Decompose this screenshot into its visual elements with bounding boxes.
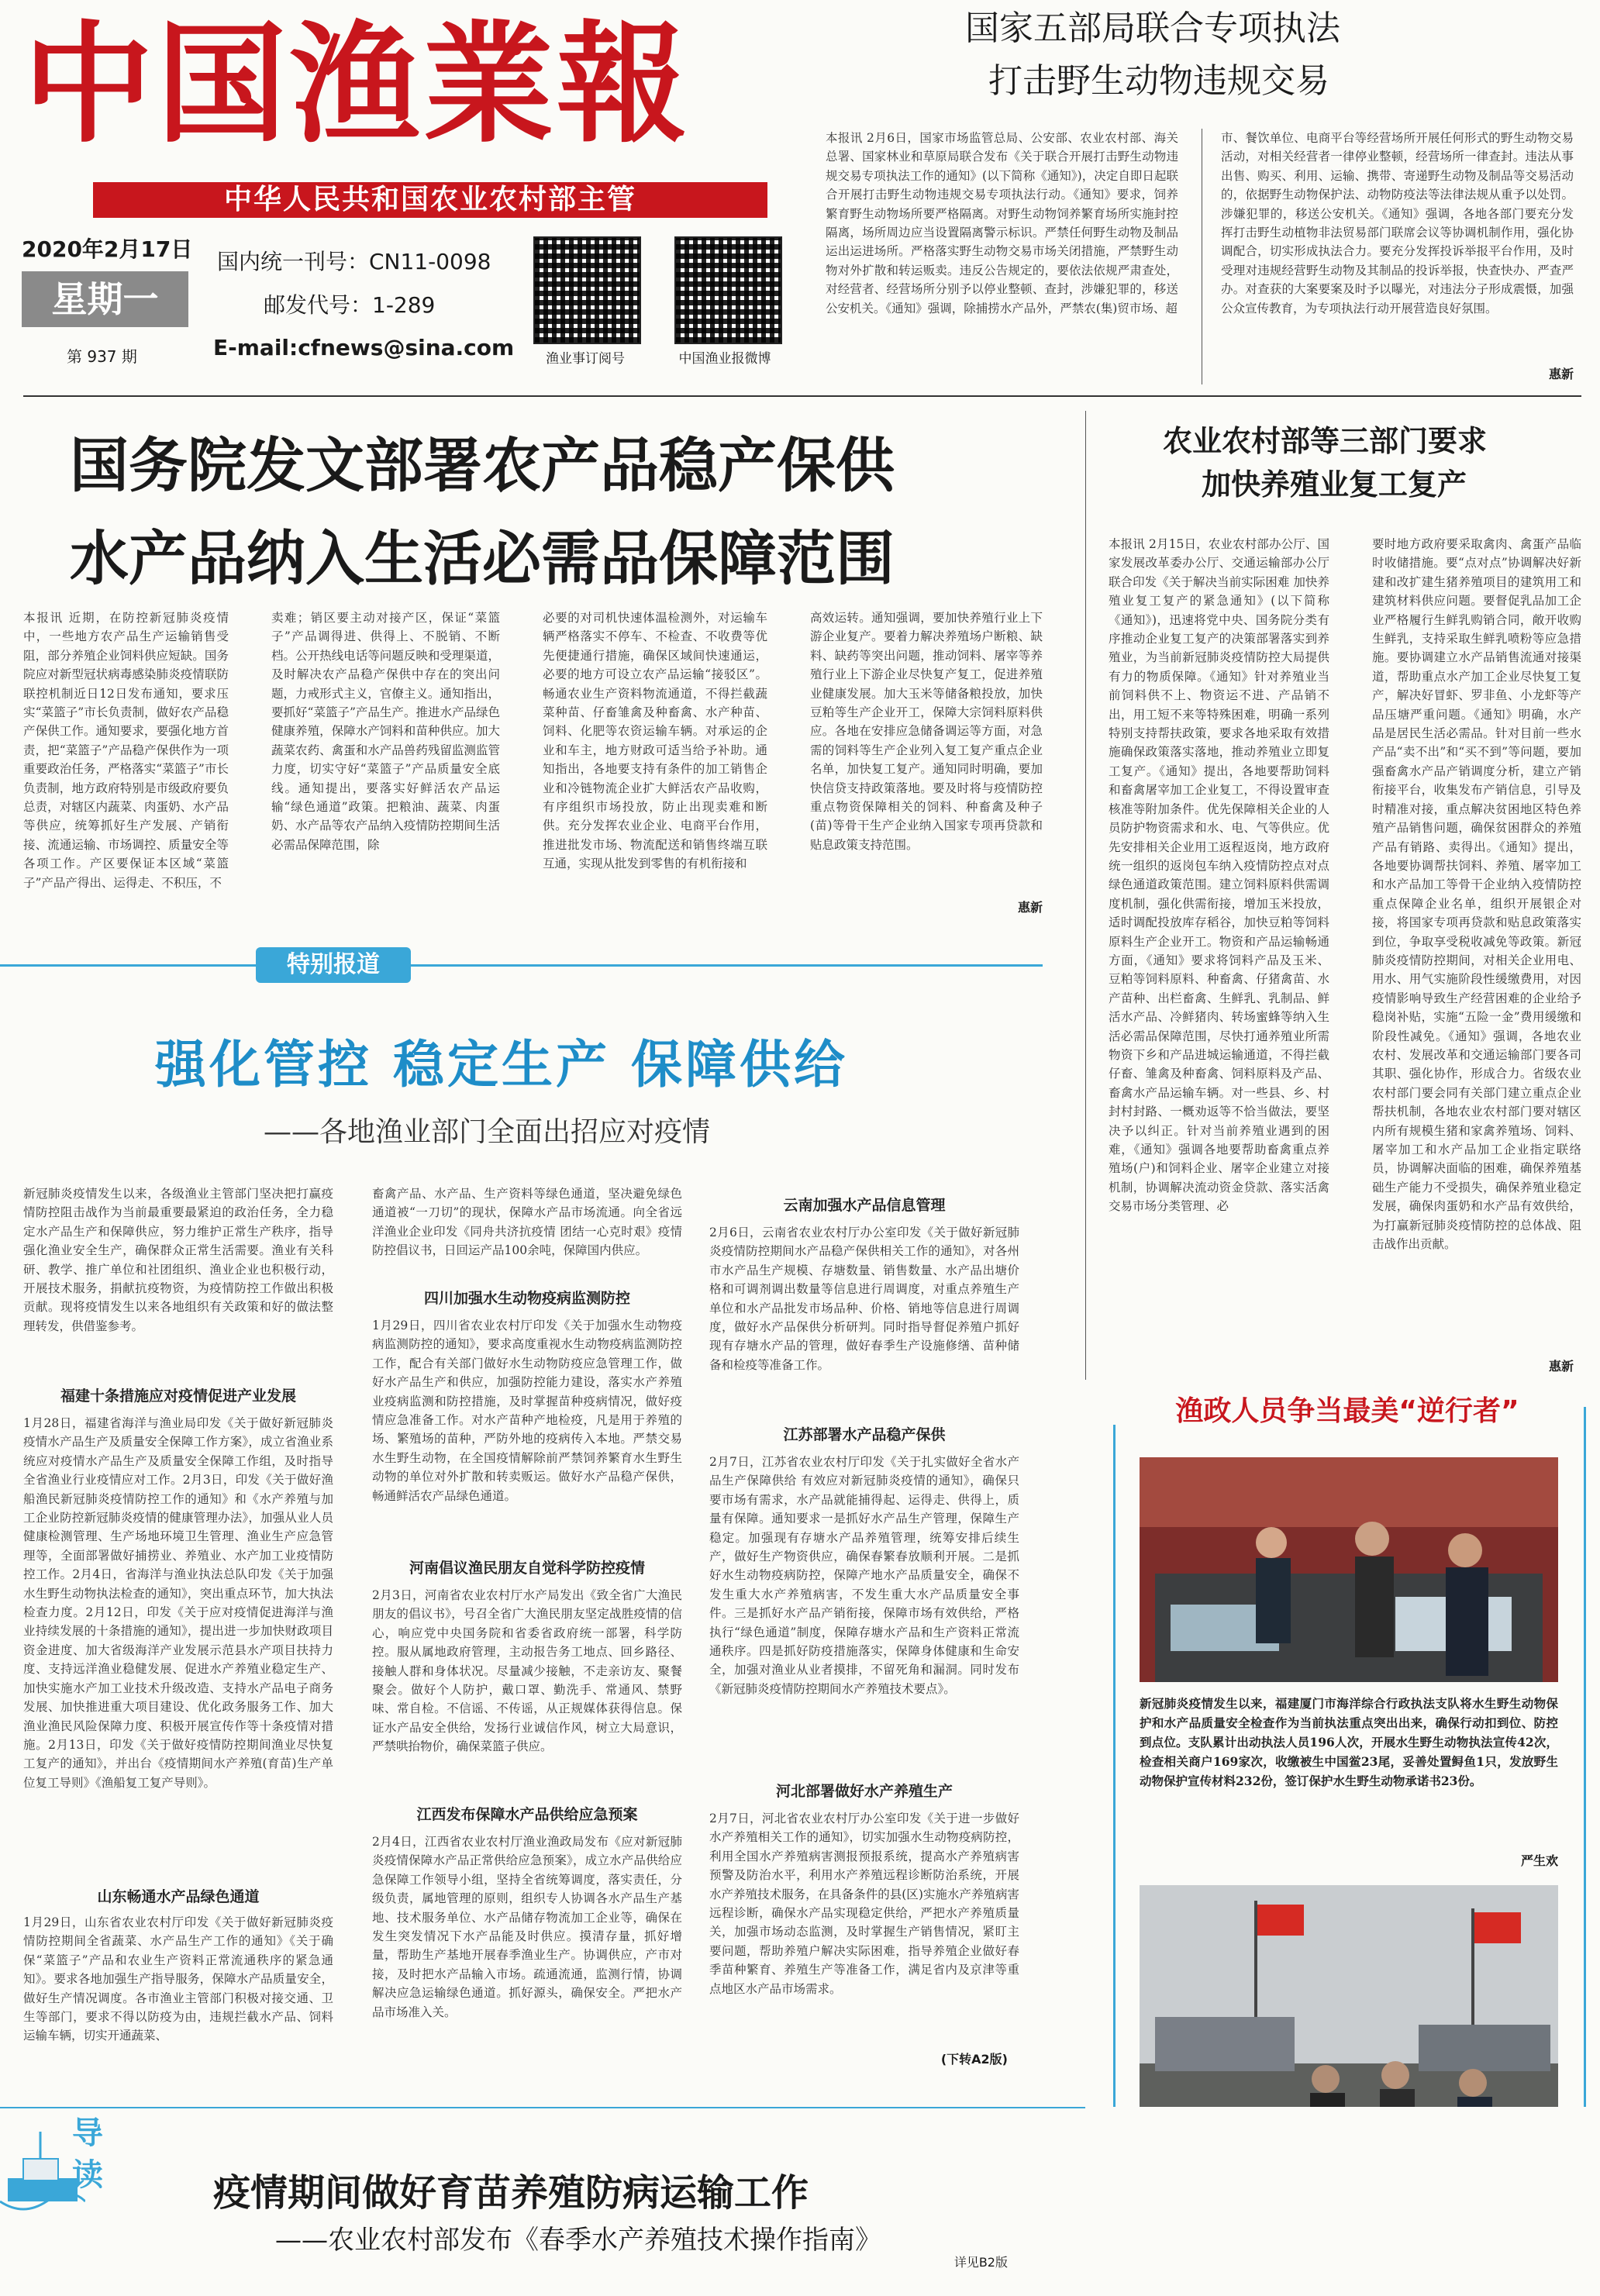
article-body: 2月7日，江苏省农业农村厅印发《关于扎实做好全省水产品生产保障供给 有效应对新冠肺炎疫情的通知》，确保只要市场有需求，水产品就能捕得起、运得走、供得上，质量有保障。通知要求一是抓好水产品生产管理，保障生产稳定。加强现有存塘水产品养殖管理，统筹安排后续生产，做好生产物资供应，确保春繁春放顺利开展。二是抓好水生动物疫病防控，保障产地水产品质量安全，确保不发生重大水产养殖病害，不发生重大水产品质量安全事件。三是抓好水产品产销衔接，保障市场有效供给，严格执行“绿色通道”制度，保障存塘水产品和生产资料正常流通秩序。四是抓好防疫措施落实，保障身体健康和生命安全，加强对渔业从业者摸排，不留死角和漏洞。同时发布《新冠肺炎疫情防控期间水产养殖技术要点》。 (709, 1455, 1019, 1696)
market-inspection-image (1140, 1457, 1558, 1682)
headline: 农业农村部等三部门要求 (1163, 423, 1488, 458)
article-body: 2月6日，云南省农业农村厅办公室印发《关于做好新冠肺炎疫情防控期间水产品稳产保供相关工作的通知》，对各州市水产品生产规模、存塘数量、销售数量、水产品出塘价格和可调剂调出数量等信息进行周调度，对重点养殖生产单位和水产品批发市场品种、价格、销地等信息进行周调度，做好水产品保供分析研判。同时指导督促养殖户抓好现有存塘水产品的管理，做好春季生产设施修缮、苗种储备和检疫等准备工作。 (709, 1226, 1019, 1372)
subheading: 河南倡议渔民朋友自觉科学防控疫情 (409, 1560, 645, 1577)
photo-byline: 严生欢 (1520, 1853, 1558, 1868)
cn-code: 国内统一刊号：CN11-0098 (217, 249, 491, 274)
continued-note[interactable]: (下转A2版) (940, 2052, 1008, 2067)
special-report-subtitle: ——各地渔业部门全面出招应对疫情 (264, 1116, 711, 1148)
article-body: 市、餐饮单位、电商平台等经营场所开展任何形式的野生动物交易活动，对相关经营者一律停业整顿，经营场所一律查封。违法从事出售、购买、利用、运输、携带、寄递野生动物及制品等交易活动的，依据野生动物保护法、动物防疫法等法律法规从重予以处罚。涉嫌犯罪的，移送公安机关。《通知》强调，各地各部门要充分发挥打击野生动植物非法贸易部门联席会议等协调机制作用，强化协调配合，切实形成执法合力。要充分发挥投诉举报平台作用，及时受理对违规经营野生动物及其制品的投诉举报，快查快办、严查严办。对查获的大案要案及时予以曝光，对违法分子形成震慑，加强公众宣传教育，为专项执法行动开展营造良好氛围。 (1221, 131, 1574, 315)
article-body: 1月29日，四川省农业农村厅印发《关于加强水生动物疫病监测防控的通知》，要求高度重视水生动物疫病监测防控工作，配合有关部门做好水生动物防疫应急管理工作，做好水产品生产和供应，加强防控能力建设，落实水产养殖业疫病监测和防控措施，及时掌握苗种疫病情况，做好疫情应急准备工作。对水产苗种产地检疫，凡是用于养殖的场、繁殖场的苗种，严防外地的疫病传入本地。严禁交易水生野生动物，在全国疫情解除前严禁饲养繁育水生野生动物的单位对外扩散和转卖贩运。做好水产品稳产保供，畅通鲜活农产品绿色通道。 (372, 1319, 682, 1503)
special-report-tag: 特别报道 (256, 947, 411, 983)
qr-caption-weibo: 中国渔业报微博 (678, 351, 771, 367)
headline: 打击野生动物违规交易 (988, 61, 1329, 101)
subheading: 江苏部署水产品稳产保供 (783, 1426, 946, 1443)
byline: 惠新 (1548, 367, 1574, 381)
guide-tag: 导读 (72, 2115, 103, 2193)
headline: 加快养殖业复工复产 (1202, 467, 1467, 502)
issue-date: 2020年2月17日 (22, 236, 193, 262)
article-body: 本报讯 近期，在防控新冠肺炎疫情中，一些地方农产品生产运输销售受阻，部分养殖企业饲料供应短缺。国务院应对新型冠状病毒感染肺炎疫情联防联控机制近日12日发布通知，要求压实“菜篮子”市长负责制，做好农产品稳产保供工作。通知要求，要强化地方首责，把“菜篮子”产品稳产保供作为一项重要政治任务，严格落实“菜篮子”市长负责制，地方政府特别是市级政府要负总责，对辖区内蔬菜、肉蛋奶、水产品等供应，统筹抓好生产发展、产销衔接、流通运输、市场调控、质量安全等各项工作。产区要保证本区域“菜篮子”产品产得出、运得走、不积压，不 (23, 611, 229, 890)
article-body: 2月3日，河南省农业农村厅水产局发出《致全省广大渔民朋友的倡议书》，号召全省广大渔民朋友坚定战胜疫情的信心，响应党中央国务院和省委省政府统一部署，科学防控。服从属地政府管理，主动报告务工地点、回乡路径、接触人群和身体状况。尽量减少接触，不走亲访友、聚餐聚会。做好个人防护，戴口罩、勤洗手、常通风、禁野味、常自检。不信谣、不传谣，从正规媒体获得信息。保证水产品安全供给，发扬行业诚信作风，树立大局意识，严禁哄抬物价，确保菜篮子供应。 (372, 1588, 682, 1754)
subheading: 河北部署做好水产养殖生产 (775, 1783, 953, 1800)
newspaper-logo: 中国渔業報 (23, 7, 690, 160)
postal-code: 邮发代号：1-289 (264, 292, 436, 318)
subheading: 福建十条措施应对疫情促进产业发展 (60, 1388, 296, 1405)
headline: 国家五部局联合专项执法 (965, 9, 1340, 48)
article-body: 高效运转。通知强调，要加快养殖行业上下游企业复产。要着力解决养殖场户断粮、缺料、缺药等突出问题，推动饲料、屠宰等养殖行业上下游企业尽快复产复工，促进养殖业健康发展。加大玉米等储备粮投放，加快豆粕等生产企业开工，保障大宗饲料原料供应。各地在安排应急储备调运等方面，对急需的饲料等生产企业列入复工复产重点企业名单，加快复工复产。通知同时明确，要加快信贷支持政策落地。要及时将与疫情防控重点物资保障相关的饲料、种畜禽及种子(苗)等骨干生产企业纳入国家专项再贷款和贴息政策支持范围。 (810, 611, 1043, 852)
inspection-photo (1140, 1457, 1558, 1682)
article-body: 1月29日，山东省农业农村厅印发《关于做好新冠肺炎疫情防控期间全省蔬菜、水产品生产工作的通知》《关于确保“菜篮子”产品和农业生产资料正常流通秩序的紧急通知》。要求各地加强生产指导服务，保障水产品质量安全，做好生产情况调度。各市渔业主管部门积极对接交通、卫生等部门，要求不得以防疫为由，违规拦截水产品、饲料运输车辆，切实开通蔬菜、 (23, 1915, 333, 2043)
article-body: 1月28日，福建省海洋与渔业局印发《关于做好新冠肺炎疫情水产品生产及质量安全保障工作方案》，成立省渔业系统应对疫情水产品生产及质量安全保障工作组，及时指导全省渔业行业疫情应对工作。2月3日，印发《关于做好渔船渔民新冠肺炎疫情防控工作的通知》和《水产养殖与加工企业防控新冠肺炎疫情的健康管理办法》，加强从业人员健康检测管理、生产场地环境卫生管理、渔业生产应急管理等，全面部署做好捕捞业、养殖业、水产加工业疫情防控工作。2月4日，省海洋与渔业执法总队印发《关于加强水生野生动物执法检查的通知》，突出重点环节，加大执法检查力度。2月12日，印发《关于应对疫情促进海洋与渔业持续发展的十条措施的通知》，提出进一步加快财政项目资金进度、加大省级海洋产业发展示范县水产项目扶持力度、支持远洋渔业稳健发展、促进水产养殖业稳定生产、加快实施水产加工业技术升级改造、支持水产品电子商务发展、加快推进重大项目建设、优化政务服务工作、加大渔业渔民风险保障力度、积极开展宣传作等十条疫情对措施。2月13日，印发《关于做好疫情防控期间渔业尽快复工复产的通知》，并出台《疫情期间水产养殖(育苗)生产单位复工导则》《渔船复工复产导则》。 (23, 1416, 333, 1790)
article-body: 畜禽产品、水产品、生产资料等绿色通道，坚决避免绿色通道被“一刀切”的现状，保障水产品市场流通。向全省远洋渔业企业印发《同舟共济抗疫情 团结一心克时艰》疫情防控倡议书，日回运产品100余吨，保障国内供应。 (372, 1187, 682, 1258)
byline: 惠新 (1548, 1359, 1574, 1374)
qr-caption-subscribe: 渔业事订阅号 (546, 351, 625, 367)
email-address[interactable]: E-mail:cfnews@sina.com (213, 335, 515, 360)
qr-code-icon[interactable] (533, 236, 641, 344)
subheading: 江西发布保障水产品供给应急预案 (416, 1806, 638, 1823)
guide-subtitle: ——农业农村部发布《春季水产养殖技术操作指南》 (275, 2225, 881, 2256)
guide-rule (0, 2107, 1085, 2108)
article-body: 要时地方政府要采取禽肉、禽蛋产品临时收储措施。要“点对点”协调解决好新建和改扩建生猪养殖项目的建筑用工和建筑材料供应问题。要督促乳品加工企业严格履行生鲜乳购销合同，敞开收购生鲜乳，支持采取生鲜乳喷粉等应急措施。要协调建立水产品销售流通对接渠道，帮助重点水产加工企业尽快复工复产，解决好冒虾、罗非鱼、小龙虾等产品压塘严重问题。《通知》明确，水产品是居民生活必需品。针对目前一些水产品“卖不出”和“买不到”等问题，要加强畜禽水产品产销调度分析，建立产销衔接平台，收集发布产销信息，引导及时精准对接，重点解决贫困地区特色养殖产品销售问题，确保贫困群众的养殖产品有销路、卖得出。《通知》提出，各地要协调帮扶饲料、养殖、屠宰加工和水产品加工等骨干企业纳入疫情防控重点保障企业名单，组织开展银企对接，将国家专项再贷款和贴息政策落实到位，争取享受税收减免等政策。新冠肺炎疫情防控期间，对相关企业用电、用水、用气实施阶段性缓缴费用，对因疫情影响导致生产经营困难的企业给予稳岗补贴，实施“五险一金”费用缓缴和阶段性减免。《通知》强调，各地农业农村、发展改革和交通运输部门要各司其职、强化协作，形成合力。省级农业农村部门要会同有关部门建立重点企业帮扶机制，各地农业农村部门要对辖区内所有规模生猪和家禽养殖场、饲料、屠宰加工和水产品加工企业指定联络员，协调解决面临的困难，确保养殖基础生产能力不受损失，确保养殖业稳定发展，确保肉蛋奶和水产品有效供给，为打赢新冠肺炎疫情防控的总体战、阻击战作出贡献。 (1372, 537, 1581, 1252)
guide-headline[interactable]: 疫情期间做好育苗养殖防病运输工作 (213, 2171, 809, 2215)
subheading: 云南加强水产品信息管理 (783, 1197, 946, 1214)
article-body: 本报讯 2月15日，农业农村部办公厅、国家发展改革委办公厅、交通运输部办公厅联合印发《关于解决当前实际困难 加快养殖业复工复产的紧急通知》(以下简称《通知》)，迅速将党中央、国务院分类有序推动企业复工复产的决策部署落实到养殖业，为当前新冠肺炎疫情防控大局提供有力的物质保障。《通知》针对养殖业当前饲料供不上、物资运不进、产品销不出，用工短不来等特殊困难，明确一系列特别支持帮扶政策，要求各地采取有效措施确保政策落实落地，推动养殖业立即复工复产。《通知》提出，各地要帮助饲料和畜禽屠宰加工企业复工，不得设置审查核准等附加条件。优先保障相关企业的人员防护物资需求和水、电、气等供应。优先安排相关企业用工返程返岗，地方政府统一组织的返岗包车纳入疫情防控点对点绿色通道政策范围。建立饲料原料供需调度机制，强化供需衔接，增加玉米投放，适时调配投放库存稻谷，加快豆粕等饲料原料生产企业开工。物资和产品运输畅通方面，《通知》要求将饲料产品及玉米、豆粕等饲料原料、种畜禽、仔猪禽苗、水产苗种、出栏畜禽、生鲜乳、乳制品、鲜活水产品、冷鲜猪肉、转场蜜蜂等纳入生活必需品保障范围，尽快打通养殖业所需物资下乡和产品进城运输通道，不得拦截仔畜、雏禽及种畜禽、饲料原料及产品、畜禽水产品运输车辆。对一些县、乡、村封村封路、一概劝返等不恰当做法，要坚决予以纠正。针对当前养殖业遇到的困难，《通知》强调各地要帮助畜禽重点养殖场(户)和饲料企业、屠宰企业建立对接机制，协调解决流动资金贷款、落实活禽交易市场分类管理、必 (1109, 537, 1329, 1214)
sponsor-banner: 中华人民共和国农业农村部主管 (93, 182, 767, 218)
byline: 惠新 (1017, 900, 1043, 915)
article-body: 必要的对司机快速体温检测外，对运输车辆严格落实不停车、不检查、不收费等优先便捷通行措施，确保区域间快速通运，必要的地方可设立农产品运输“接驳区”。畅通农业生产资料物流通道，不得拦截蔬菜种苗、仔畜雏禽及种畜禽、水产种苗、饲料、化肥等农资运输车辆。对承运的企业和车主，地方财政可适当给予补助。通知指出，各地要支持有条件的加工销售企业和冷链物流企业扩大鲜活农产品收购，有序组织市场投放，防止出现卖难和断供。充分发挥农业企业、电商平台作用，推进批发市场、物流配送和销售终端互联互通，实现从批发到零售的有机衔接和 (543, 611, 767, 871)
section-divider (23, 395, 1581, 397)
weekday-badge: 星期一 (22, 271, 188, 327)
subheading: 山东畅通水产品绿色通道 (97, 1888, 260, 1905)
article-body: 卖难；销区要主动对接产区，保证“菜篮子”产品调得进、供得上、不脱销、不断档。公开热线电话等问题反映和受理渠道，及时解决农产品稳产保供中存在的突出问题，力戒形式主义，官僚主义。通知指出，要抓好“菜篮子”产品生产。推进水产品绿色健康养殖，保障水产饲料和苗种供应。加大蔬菜农药、禽蛋和水产品兽药残留监测监管力度，切实守好“菜篮子”产品质量安全底线。通知提出，要落实好鲜活农产品运输“绿色通道”政策。把粮油、蔬菜、肉蛋奶、水产品等农产品纳入疫情防控期间生活必需品保障范围，除 (271, 611, 500, 852)
issue-number: 第 937 期 (67, 347, 137, 366)
article-body: 2月4日，江西省农业农村厅渔业渔政局发布《应对新冠肺炎疫情保障水产品正常供给应急预案》，成立水产品供给应急保障工作领导小组，坚持全省统筹调度，落实责任，分级负责，属地管理的原则，组织专人协调各水产品生产基地、技术服务单位、水产品储存物流加工企业等，确保在发生突发情况下水产品能及时供应。摸清存量，抓好增量，帮助生产基地开展春季渔业生产。协调供应，产市对接，及时把水产品输入市场。疏通流通，监测行情，协调解决应急运输绿色通道。抓好源头，确保安全。严把水产品市场准入关。 (372, 1835, 682, 2019)
guide-page-ref[interactable]: 详见B2版 (953, 2255, 1008, 2270)
article-intro: 新冠肺炎疫情发生以来，各级渔业主管部门坚决把打赢疫情防控阻击战作为当前最重要最紧迫的政治任务，全力稳定水产品生产和保障供应，努力维护正常生产秩序，指导强化渔业安全生产，确保群众正常生活需要。渔业有关科研、教学、推广单位和社团组织、渔业企业也积极行动，开展技术服务，捐献抗疫物资，为疫情防控工作做出积极贡献。现将疫情发生以来各地组织有关政策和好的做法整理转发，供借鉴参考。 (23, 1187, 333, 1333)
qr-code-icon[interactable] (674, 236, 782, 344)
special-report-title: 强化管控 稳定生产 保障供给 (155, 1035, 848, 1095)
headline: 国务院发文部署农产品稳产保供 (70, 431, 895, 500)
headline: 水产品纳入生活必需品保障范围 (70, 524, 895, 593)
column-divider (1085, 411, 1086, 1380)
photo-feature-title: 渔政人员争当最美“逆行者” (1113, 1389, 1581, 1425)
article-body: 本报讯 2月6日，国家市场监管总局、公安部、农业农村部、海关总署、国家林业和草原局联合发布《关于联合开展打击野生动物违规交易专项执法工作的通知》(以下简称《通知》)，决定自即日起联合开展打击野生动物违规交易专项执法行动。《通知》要求，饲养繁育野生动物场所要严格隔离。对野生动物饲养繁育场所实施封控隔离，场所周边应当设置隔离警示标识。严禁任何野生动物及制品运出运进场所。严格落实野生动物交易市场关闭措施，严禁野生动物对外扩散和转运贩卖。违反公告规定的，要依法依规严肃查处，对经营者、经营场所分别予以停业整顿、查封，涉嫌犯罪的，移送公安机关。《通知》强调，除捕捞水产品外，严禁农(集)贸市场、超 (826, 131, 1178, 315)
special-report-rule (0, 964, 1043, 967)
article-body: 2月7日，河北省农业农村厅办公室印发《关于进一步做好水产养殖相关工作的通知》，切实加强水生动物疫病防控，利用全国水产养殖病害测报预报系统，提高水产养殖病害预警及防治水平，利用水产养殖远程诊断防治系统，开展水产养殖技术服务，在具备条件的县(区)实施水产养殖病害远程诊断，确保水产品实现稳定供给，严把水产养殖质量关，加强市场动态监测，及时掌握生产销售情况，紧盯主要问题，帮助养殖户解决实际困难，指导养殖企业做好春季苗种繁育、养殖生产等准备工作，满足省内及京津等重点地区水产品市场需求。 (709, 1812, 1019, 1996)
subheading: 四川加强水生动物疫病监测防控 (423, 1290, 630, 1307)
photo-caption: 新冠肺炎疫情发生以来，福建厦门市海洋综合行政执法支队将水生野生动物保护和水产品质量安全检查作为当前执法重点突出出来，确保行动扣到位、防控到点位。支队累计出动执法人员196人次，开展水生野生动物执法宣传42次，检查相关商户169家次，收缴被生中国鲎23尾，妥善处置鲟鱼1只，发放野生动物保护宣传材料232份，签订保护水生野生动物承诺书23份。 (1140, 1696, 1558, 1788)
